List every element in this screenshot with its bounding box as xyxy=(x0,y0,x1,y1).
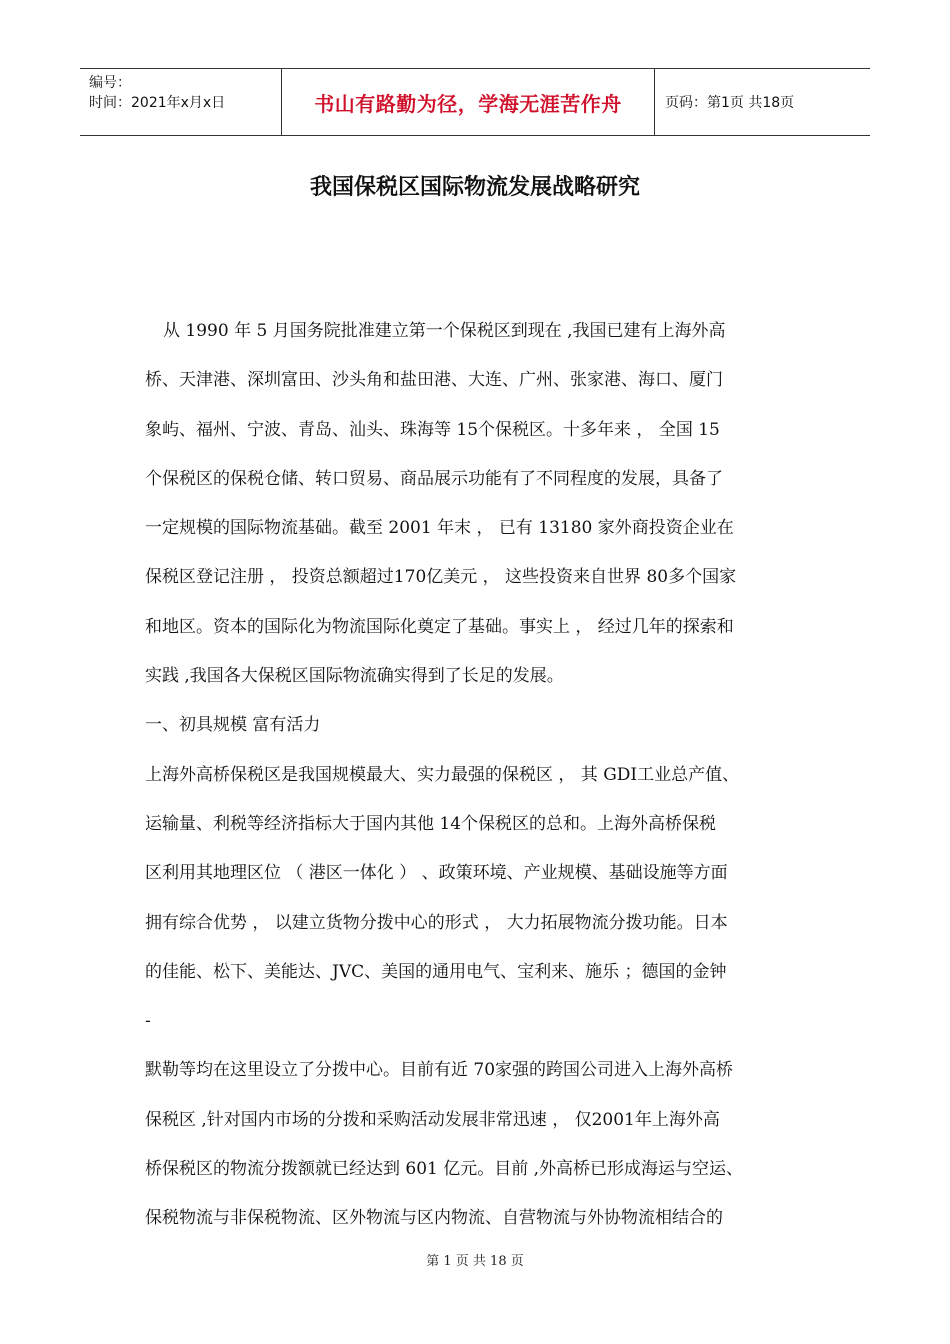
body-line: 运输量、利税等经济指标大于国内其他 14个保税区的总和。上海外高桥保税 xyxy=(145,813,717,834)
body-line: 默勒等均在这里设立了分拨中心。目前有近 70家强的跨国公司进入上海外高桥 xyxy=(145,1060,734,1081)
body-line: 一定规模的国际物流基础。截至 2001 年末 ， 已有 13180 家外商投资企业在 xyxy=(145,518,734,539)
body-line: 象屿、福州、宁波、青岛、汕头、珠海等 15个保税区。十多年来 ， 全国 15 xyxy=(145,419,720,440)
body-line: 和地区。资本的国际化为物流国际化奠定了基础。事实上 ， 经过几年的探索和 xyxy=(145,616,734,637)
body-line: 拥有综合优势 ， 以建立货物分拨中心的形式 ， 大力拓展物流分拨功能。日本 xyxy=(145,912,728,933)
body-line: 保税物流与非保税物流、区外物流与区内物流、自营物流与外协物流相结合的 xyxy=(145,1208,723,1229)
body-line: 的佳能、松下、美能达、JVC、美国的通用电气、宝利来、施乐 ；德国的金钟 xyxy=(145,961,727,982)
header-motto: 书山有路勤为径，学海无涯苦作舟 xyxy=(281,69,655,135)
page-footer: 第 1 页 共 18 页 xyxy=(426,1254,524,1269)
document-title: 我国保税区国际物流发展战略研究 xyxy=(309,175,640,200)
header-page-info: 页码：第1页 共18页 xyxy=(665,95,795,111)
body-line: 实践 ,我国各大保税区国际物流确实得到了长足的发展。 xyxy=(145,666,564,687)
body-line: 个保税区的保税仓储、转口贸易、商品展示功能有了不同程度的发展，具备了 xyxy=(145,468,723,489)
body-line: 桥保税区的物流分拨额就已经达到 601 亿元。目前 ,外高桥已形成海运与空运、 xyxy=(145,1159,744,1180)
body-line: 从 1990 年 5 月国务院批准建立第一个保税区到现在 ,我国已建有上海外高 xyxy=(163,321,726,341)
date-label: 时间：2021年x月x日 xyxy=(89,95,226,111)
header-table xyxy=(80,68,870,136)
body-text xyxy=(145,316,815,1253)
header-meta xyxy=(80,69,281,135)
body-line: 桥、天津港、深圳富田、沙头角和盐田港、大连、广州、张家港、海口、厦门 xyxy=(145,370,723,391)
body-line: 保税区登记注册 ， 投资总额超过170亿美元 ， 这些投资来自世界 80多个国家 xyxy=(145,567,737,588)
body-line: 上海外高桥保税区是我国规模最大、实力最强的保税区 ， 其 GDI工业总产值、 xyxy=(145,764,740,785)
body-line: - xyxy=(145,1011,151,1032)
body-line: 保税区 ,针对国内市场的分拨和采购活动发展非常迅速 ， 仅2001年上海外高 xyxy=(145,1109,720,1130)
section-heading: 一、初具规模 富有活力 xyxy=(145,715,321,736)
body-line: 区利用其地理区位 （ 港区一体化 ） 、政策环境、产业规模、基础设施等方面 xyxy=(145,863,728,884)
number-label: 编号： xyxy=(89,75,131,91)
